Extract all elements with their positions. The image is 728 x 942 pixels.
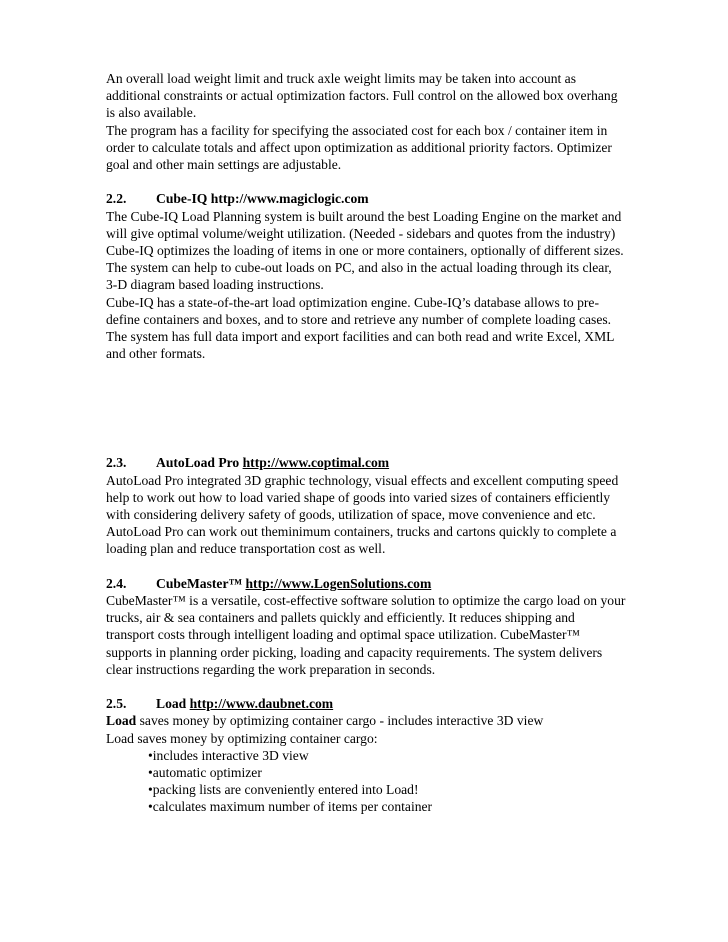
section-link[interactable]: http://www.coptimal.com (242, 455, 390, 471)
cube-iq-paragraph-4: Cube-IQ has a state-of-the-art load optimization engine. Cube-IQ’s database allows to pre-define containers and boxes, and to store and retrieve any number of complete loading cases. The system has full data import and export facilities and can both read and write Excel, XML and other formats. (106, 294, 614, 362)
intro-paragraph-2: The program has a facility for specifying the associated cost for each box / container item in order to calculate totals and affect upon optimization as additional priority factors. Optimizer goal and other main settings are adjustable. (106, 122, 612, 173)
load-lead-paragraph (106, 712, 626, 729)
section-heading-cube-iq (106, 190, 626, 207)
intro-paragraph-1: An overall load weight limit and truck axle weight limits may be taken into account as additional constraints or actual optimization factors. Full control on the allowed box overhang is also available. (106, 71, 618, 121)
section-number: 2.4. (106, 575, 127, 591)
load-bold-lead: Load (106, 713, 137, 729)
cube-iq-paragraph-3: The system can help to cube-out loads on PC, and also in the actual loading through its clear, 3-D diagram based loading instructions. (106, 260, 612, 293)
section-heading-cubemaster (106, 575, 626, 592)
cubemaster-paragraph-1: CubeMaster™ is a versatile, cost-effective software solution to optimize the cargo load on your trucks, air & sea containers and pallets quickly and efficiently. It reduces shipping and transport costs through intelligent loading and optimal space utilization. CubeMaster™ supports in planning order picking, loading and capacity requirements. The system delivers clear instructions regarding the work preparation in seconds. (106, 593, 626, 677)
list-item: •packing lists are conveniently entered into Load! (148, 782, 419, 798)
list-item: •automatic optimizer (148, 765, 262, 781)
section-title: Cube-IQ (156, 191, 211, 207)
section-link[interactable]: http://www.LogenSolutions.com (245, 575, 432, 591)
cube-iq-paragraph-1: The Cube-IQ Load Planning system is built around the best Loading Engine on the market and will give optimal volume/weight utilization. (Needed - sidebars and quotes from the industry) (106, 208, 622, 241)
section-heading-autoload-pro (106, 454, 626, 471)
autoload-paragraph-1: AutoLoad Pro integrated 3D graphic technology, visual effects and excellent computing speed help to work out how to load varied shape of goods into varied sizes of containers efficiently with considering delivery safety of goods, utilization of space, move convenience and etc. AutoLoad Pro can work out theminimum containers, trucks and cartons quickly to complete a loading plan and reduce transportation cost as well. (106, 472, 619, 557)
cube-iq-paragraph-2: Cube-IQ optimizes the loading of items in one or more containers, optionally of different sizes. (106, 243, 624, 259)
section-number: 2.3. (106, 455, 127, 471)
document-body (106, 70, 626, 816)
list-item: •includes interactive 3D view (148, 747, 309, 763)
load-list-intro: Load saves money by optimizing container cargo: (106, 730, 378, 746)
section-title: Load (156, 696, 190, 712)
list-item: •calculates maximum number of items per container (148, 799, 433, 815)
section-title: CubeMaster™ (156, 575, 246, 591)
load-lead-rest: saves money by optimizing container cargo - includes interactive 3D view (136, 713, 544, 729)
section-heading-load (106, 695, 626, 712)
load-feature-list (106, 747, 626, 816)
section-title: AutoLoad Pro (156, 455, 243, 471)
section-link[interactable]: http://www.magiclogic.com (210, 191, 369, 207)
section-number: 2.2. (106, 191, 127, 207)
section-number: 2.5. (106, 696, 127, 712)
section-link[interactable]: http://www.daubnet.com (189, 696, 334, 712)
